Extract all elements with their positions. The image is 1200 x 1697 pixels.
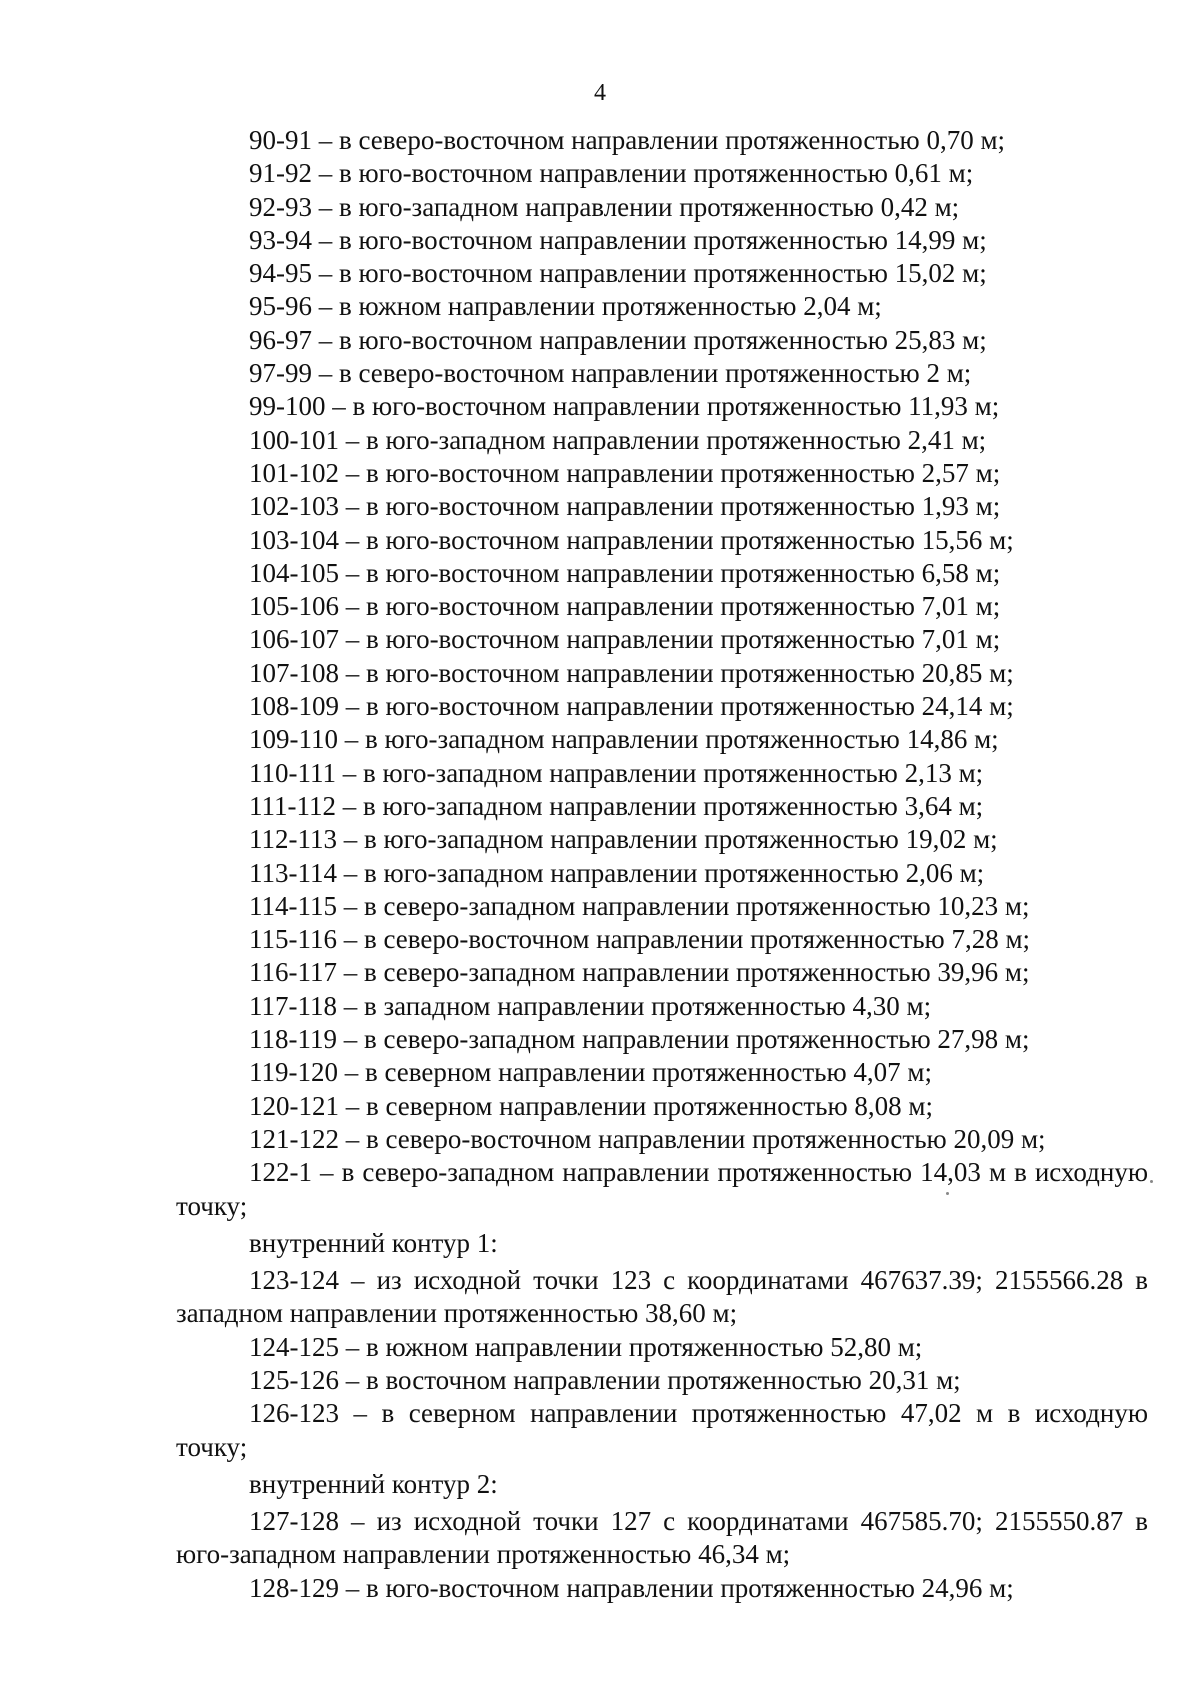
segment-line: 114-115 – в северо-западном направлении протяженностью 10,23 м;	[249, 890, 1030, 921]
contour-heading-2: внутренний контур 2:	[249, 1468, 498, 1499]
contour-1-closing-segment: 126-123 – в северном направлении протяженностью 47,02 м в исходную точку;	[176, 1398, 1148, 1462]
segment-line: 115-116 – в северо-восточном направлении протяженностью 7,28 м;	[249, 924, 1031, 955]
segment-line: 92-93 – в юго-западном направлении протяженностью 0,42 м;	[249, 191, 960, 222]
segment-line: 119-120 – в северном направлении протяженностью 4,07 м;	[249, 1057, 933, 1088]
closing-segment: 122-1 – в северо-западном направлении протяженностью 14,03 м в исходную точку;	[176, 1157, 1148, 1221]
contour-1-segment: 124-125 – в южном направлении протяженностью 52,80 м;	[249, 1331, 923, 1362]
segment-list	[176, 124, 1148, 1156]
segment-line: 105-106 – в юго-восточном направлении протяженностью 7,01 м;	[249, 591, 1001, 622]
scan-speck	[1150, 1180, 1153, 1183]
segment-line: 99-100 – в юго-восточном направлении протяженностью 11,93 м;	[249, 391, 1000, 422]
segment-line: 109-110 – в юго-западном направлении протяженностью 14,86 м;	[249, 724, 999, 755]
segment-line: 107-108 – в юго-восточном направлении протяженностью 20,85 м;	[249, 657, 1014, 688]
segment-line: 96-97 – в юго-восточном направлении протяженностью 25,83 м;	[249, 324, 987, 355]
segment-line: 102-103 – в юго-восточном направлении протяженностью 1,93 м;	[249, 491, 1001, 522]
contour-1-first-segment: 123-124 – из исходной точки 123 с координатами 467637.39; 2155566.28 в западном направлении протяженностью 38,60 м;	[176, 1265, 1148, 1329]
segment-line: 91-92 – в юго-восточном направлении протяженностью 0,61 м;	[249, 158, 974, 189]
segment-line: 103-104 – в юго-восточном направлении протяженностью 15,56 м;	[249, 524, 1014, 555]
contour-2-first-segment: 127-128 – из исходной точки 127 с координатами 467585.70; 2155550.87 в юго-западном направлении протяженностью 46,34 м;	[176, 1506, 1148, 1570]
segment-line: 117-118 – в западном направлении протяженностью 4,30 м;	[249, 990, 932, 1021]
segment-line: 108-109 – в юго-восточном направлении протяженностью 24,14 м;	[249, 691, 1014, 722]
segment-line: 90-91 – в северо-восточном направлении протяженностью 0,70 м;	[249, 125, 1006, 155]
contour-1-segment: 125-126 – в восточном направлении протяженностью 20,31 м;	[249, 1364, 961, 1395]
segment-line: 106-107 – в юго-восточном направлении протяженностью 7,01 м;	[249, 624, 1001, 655]
segment-line: 93-94 – в юго-восточном направлении протяженностью 14,99 м;	[249, 224, 987, 255]
segment-line: 101-102 – в юго-восточном направлении протяженностью 2,57 м;	[249, 457, 1001, 488]
document-body	[176, 124, 1148, 1605]
segment-line: 110-111 – в юго-западном направлении протяженностью 2,13 м;	[249, 757, 984, 788]
segment-line: 95-96 – в южном направлении протяженностью 2,04 м;	[249, 291, 882, 322]
segment-line: 97-99 – в северо-восточном направлении протяженностью 2 м;	[249, 358, 972, 389]
segment-line: 111-112 – в юго-западном направлении протяженностью 3,64 м;	[249, 790, 984, 821]
page-number: 4	[594, 80, 606, 106]
segment-line: 120-121 – в северном направлении протяженностью 8,08 м;	[249, 1090, 934, 1121]
segment-line: 104-105 – в юго-восточном направлении протяженностью 6,58 м;	[249, 557, 1001, 588]
segment-line: 113-114 – в юго-западном направлении протяженностью 2,06 м;	[249, 857, 985, 888]
segment-line: 100-101 – в юго-западном направлении протяженностью 2,41 м;	[249, 424, 987, 455]
contour-2-segment: 128-129 – в юго-восточном направлении протяженностью 24,96 м;	[249, 1572, 1014, 1603]
segment-line: 112-113 – в юго-западном направлении протяженностью 19,02 м;	[249, 824, 998, 855]
segment-line: 94-95 – в юго-восточном направлении протяженностью 15,02 м;	[249, 258, 987, 289]
segment-line: 121-122 – в северо-восточном направлении протяженностью 20,09 м;	[249, 1123, 1046, 1154]
segment-line: 116-117 – в северо-западном направлении протяженностью 39,96 м;	[249, 957, 1030, 988]
segment-line: 118-119 – в северо-западном направлении протяженностью 27,98 м;	[249, 1024, 1030, 1055]
contour-heading-1: внутренний контур 1:	[249, 1227, 498, 1258]
scan-speck	[946, 1192, 949, 1195]
